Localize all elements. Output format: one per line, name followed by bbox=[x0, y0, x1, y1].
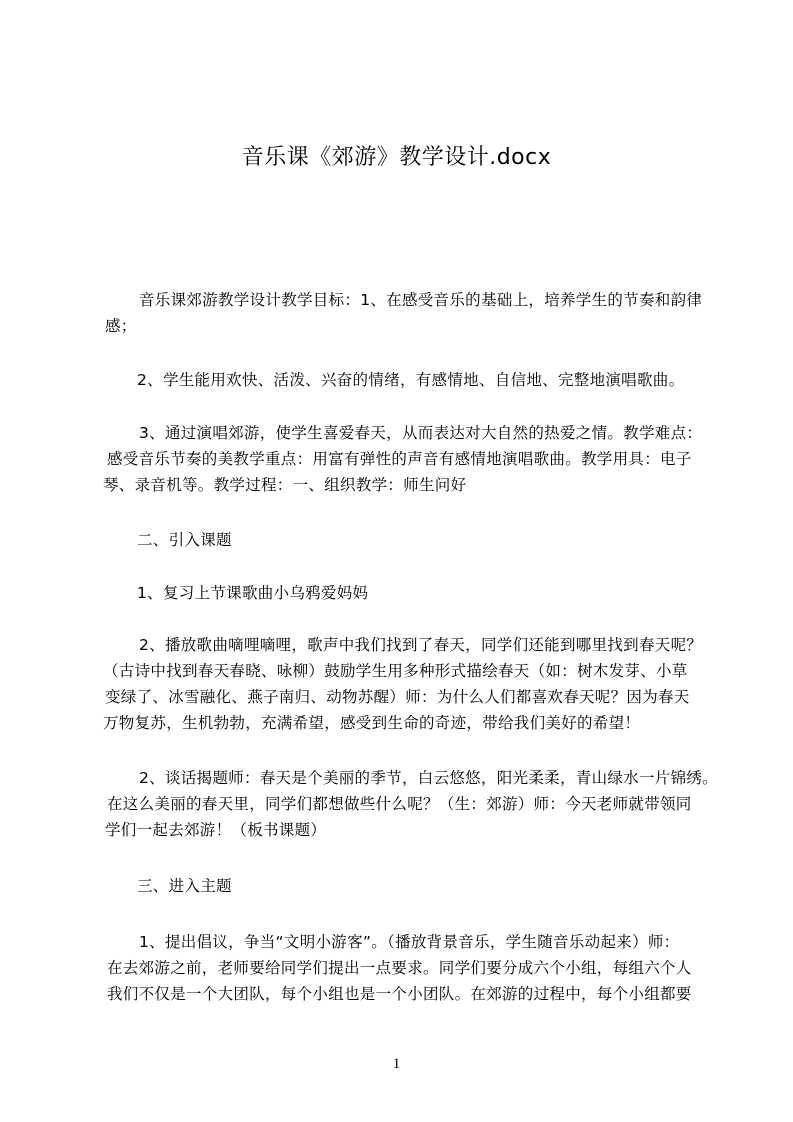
page-number: 1 bbox=[392, 1056, 401, 1072]
paragraph-proposal bbox=[105, 929, 725, 1007]
paragraph-play-song bbox=[105, 632, 725, 736]
text-line: （古诗中找到春天春晓、咏柳）鼓励学生用多种形式描绘春天（如：树木发芽、小草 bbox=[103, 662, 688, 680]
text-line: 音乐课郊游教学设计教学目标：1、在感受音乐的基础上，培养学生的节奏和韵律 bbox=[139, 291, 703, 309]
text-line: 变绿了、冰雪融化、燕子南归、动物苏醒）师：为什么人们都喜欢春天呢？因为春天 bbox=[105, 688, 690, 706]
text-line: 我们不仅是一个大团队，每个小组也是一个小团队。在郊游的过程中，每个小组都要 bbox=[107, 985, 692, 1003]
text-line: 在这么美丽的春天里，同学们都想做些什么呢？（生：郊游）师：今天老师就带领同 bbox=[107, 795, 692, 813]
text-line: 1、提出倡议，争当“文明小游客”。（播放背景音乐，学生随音乐动起来）师： bbox=[139, 933, 680, 951]
text-line: 二、引入课题 bbox=[137, 531, 232, 549]
paragraph-talk bbox=[105, 765, 725, 843]
text-line: 三、进入主题 bbox=[137, 877, 232, 895]
paragraph-objective-1 bbox=[105, 287, 725, 339]
text-line: 感受音乐节奏的美教学重点：用富有弹性的声音有感情地演唱歌曲。教学用具：电子 bbox=[107, 450, 692, 468]
document-title: 音乐课《郊游》教学设计.docx bbox=[241, 145, 552, 170]
text-line: 在去郊游之前，老师要给同学们提出一点要求。同学们要分成六个小组，每组六个人 bbox=[107, 959, 692, 977]
paragraph-review bbox=[105, 580, 725, 606]
text-line: 琴、录音机等。教学过程：一、组织教学：师生问好 bbox=[103, 476, 467, 494]
text-line: 学们一起去郊游！（板书课题） bbox=[105, 821, 327, 839]
text-line: 2、学生能用欢快、活泼、兴奋的情绪，有感情地、自信地、完整地演唱歌曲。 bbox=[137, 371, 685, 389]
text-line: 2、谈话揭题师：春天是个美丽的季节，白云悠悠，阳光柔柔，青山绿水一片锦绣。 bbox=[139, 769, 718, 787]
text-line: 2、播放歌曲嘀哩嘀哩，歌声中我们找到了春天，同学们还能到哪里找到春天呢？ bbox=[139, 636, 703, 654]
paragraph-objective-2 bbox=[105, 367, 725, 393]
text-line: 3、通过演唱郊游，使学生喜爱春天，从而表达对大自然的热爱之情。教学难点： bbox=[139, 424, 703, 442]
text-line: 1、复习上节课歌曲小乌鸦爱妈妈 bbox=[137, 584, 369, 602]
section-heading-main-topic bbox=[105, 873, 725, 899]
section-heading-introduce bbox=[105, 527, 725, 553]
paragraph-objective-3 bbox=[105, 420, 725, 498]
text-line: 感； bbox=[105, 317, 137, 335]
text-line: 万物复苏，生机勃勃，充满希望，感受到生命的奇迹，带给我们美好的希望！ bbox=[103, 714, 641, 732]
